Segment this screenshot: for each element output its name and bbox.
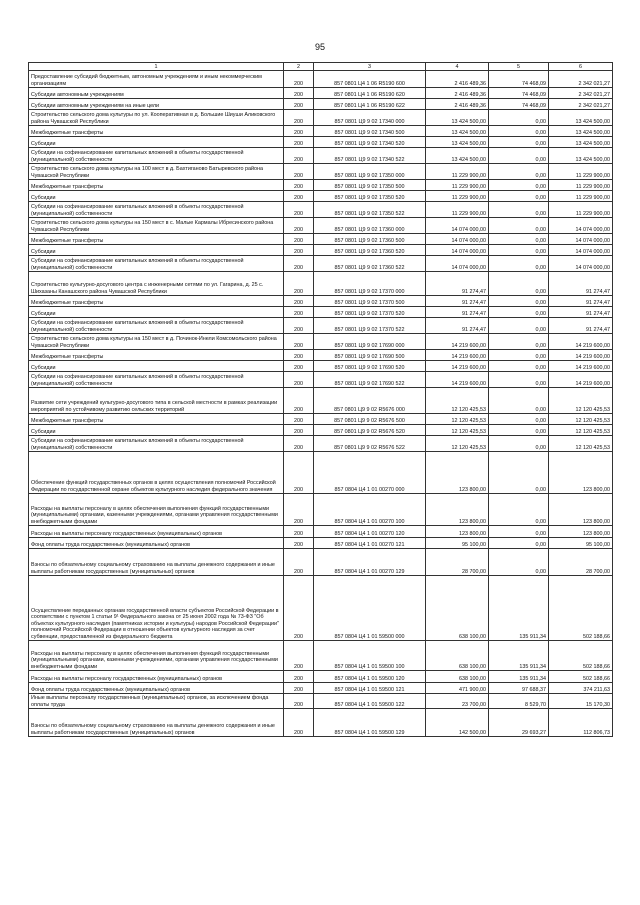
row-amount-executed: 97 688,37 bbox=[489, 683, 549, 694]
row-code-200: 200 bbox=[284, 671, 314, 683]
table-row bbox=[29, 202, 613, 218]
column-header: 1 bbox=[29, 63, 284, 71]
row-amount-executed: 0,00 bbox=[489, 334, 549, 350]
table-row bbox=[29, 99, 613, 110]
row-amount-approved: 13 424 500,00 bbox=[426, 126, 489, 137]
row-amount-executed: 0,00 bbox=[489, 110, 549, 126]
row-budget-code: 857 0801 Ц9 9 02 R5676 500 bbox=[314, 414, 426, 425]
row-code-200: 200 bbox=[284, 350, 314, 361]
table-row bbox=[29, 180, 613, 191]
row-code-200: 200 bbox=[284, 452, 314, 494]
row-budget-code: 857 0801 Ц9 9 02 17340 522 bbox=[314, 148, 426, 164]
row-description: Субсидии на софинансирование капитальных вложений в объекты государственной (муниципальной) собственности bbox=[29, 318, 284, 334]
table-row bbox=[29, 148, 613, 164]
row-amount-remaining: 502 188,66 bbox=[549, 671, 613, 683]
row-budget-code: 857 0801 Ц9 9 02 17690 522 bbox=[314, 372, 426, 388]
row-description: Субсидии bbox=[29, 137, 284, 148]
row-amount-remaining: 112 806,73 bbox=[549, 709, 613, 737]
table-row bbox=[29, 126, 613, 137]
row-amount-executed: 0,00 bbox=[489, 137, 549, 148]
row-amount-remaining: 11 229 900,00 bbox=[549, 202, 613, 218]
row-amount-remaining: 123 800,00 bbox=[549, 494, 613, 526]
row-amount-remaining: 14 074 000,00 bbox=[549, 218, 613, 234]
row-amount-remaining: 28 700,00 bbox=[549, 549, 613, 576]
row-description: Строительство сельского дома культуры на 150 мест в с. Малые Кармалы Ибресинского района Чувашской Республики bbox=[29, 218, 284, 234]
row-budget-code: 857 0804 Ц4 1 01 59500 100 bbox=[314, 641, 426, 671]
row-description: Расходы на выплаты персоналу в целях обеспечения выполнения функций государственными (муниципальными) органами, казенными учреждениями, органами управления государственными внебюджетными фондами bbox=[29, 641, 284, 671]
row-amount-approved: 14 074 000,00 bbox=[426, 234, 489, 245]
row-amount-executed: 8 529,70 bbox=[489, 694, 549, 709]
row-budget-code: 857 0804 Ц4 1 01 00270 129 bbox=[314, 549, 426, 576]
row-amount-approved: 2 416 489,36 bbox=[426, 71, 489, 88]
row-description: Субсидии автономным учреждениям на иные цели bbox=[29, 99, 284, 110]
row-amount-approved: 91 274,47 bbox=[426, 296, 489, 307]
row-description: Расходы на выплаты персоналу государственных (муниципальных) органов bbox=[29, 671, 284, 683]
row-description: Субсидии bbox=[29, 245, 284, 256]
row-amount-approved: 13 424 500,00 bbox=[426, 148, 489, 164]
row-description: Межбюджетные трансферты bbox=[29, 126, 284, 137]
row-code-200: 200 bbox=[284, 307, 314, 318]
row-description: Межбюджетные трансферты bbox=[29, 180, 284, 191]
row-code-200: 200 bbox=[284, 234, 314, 245]
row-amount-remaining: 502 188,66 bbox=[549, 641, 613, 671]
row-amount-remaining: 2 342 021,27 bbox=[549, 88, 613, 99]
row-amount-remaining: 91 274,47 bbox=[549, 307, 613, 318]
row-amount-approved: 28 700,00 bbox=[426, 549, 489, 576]
row-budget-code: 857 0801 Ц9 9 02 17340 520 bbox=[314, 137, 426, 148]
row-code-200: 200 bbox=[284, 137, 314, 148]
table-row bbox=[29, 137, 613, 148]
table-row bbox=[29, 425, 613, 436]
table-row bbox=[29, 318, 613, 334]
row-amount-executed: 0,00 bbox=[489, 372, 549, 388]
row-budget-code: 857 0801 Ц9 9 02 17370 500 bbox=[314, 296, 426, 307]
row-amount-approved: 638 100,00 bbox=[426, 641, 489, 671]
row-amount-executed: 0,00 bbox=[489, 296, 549, 307]
row-amount-executed: 0,00 bbox=[489, 180, 549, 191]
row-amount-executed: 0,00 bbox=[489, 191, 549, 202]
row-budget-code: 857 0801 Ц9 9 02 17370 520 bbox=[314, 307, 426, 318]
row-description: Строительство сельского дома культуры на 150 мест в д. Починок-Инели Комсомольского района Чувашской Республики bbox=[29, 334, 284, 350]
row-budget-code: 857 0804 Ц4 1 01 59500 122 bbox=[314, 694, 426, 709]
row-description: Предоставление субсидий бюджетным, автономным учреждениям и иным некоммерческим организациям bbox=[29, 71, 284, 88]
table-row bbox=[29, 110, 613, 126]
row-amount-remaining: 13 424 500,00 bbox=[549, 110, 613, 126]
header-row bbox=[29, 63, 613, 71]
row-amount-executed: 0,00 bbox=[489, 126, 549, 137]
row-amount-remaining: 15 170,30 bbox=[549, 694, 613, 709]
row-budget-code: 857 0801 Ц9 9 02 17350 522 bbox=[314, 202, 426, 218]
row-amount-remaining: 14 074 000,00 bbox=[549, 245, 613, 256]
table-row bbox=[29, 694, 613, 709]
row-amount-executed: 0,00 bbox=[489, 218, 549, 234]
row-amount-executed: 0,00 bbox=[489, 388, 549, 414]
table-row bbox=[29, 372, 613, 388]
row-code-200: 200 bbox=[284, 88, 314, 99]
row-budget-code: 857 0801 Ц9 9 02 R5676 000 bbox=[314, 388, 426, 414]
row-amount-remaining: 502 188,66 bbox=[549, 576, 613, 641]
row-amount-approved: 12 120 425,53 bbox=[426, 388, 489, 414]
table-row bbox=[29, 683, 613, 694]
row-budget-code: 857 0801 Ц9 9 02 17370 522 bbox=[314, 318, 426, 334]
row-amount-approved: 14 074 000,00 bbox=[426, 218, 489, 234]
table-row bbox=[29, 361, 613, 372]
row-budget-code: 857 0801 Ц9 9 02 17340 500 bbox=[314, 126, 426, 137]
row-amount-approved: 11 229 900,00 bbox=[426, 202, 489, 218]
row-amount-executed: 29 693,27 bbox=[489, 709, 549, 737]
row-description: Субсидии bbox=[29, 361, 284, 372]
row-amount-remaining: 11 229 900,00 bbox=[549, 164, 613, 180]
row-amount-remaining: 123 800,00 bbox=[549, 452, 613, 494]
row-amount-approved: 2 416 489,36 bbox=[426, 88, 489, 99]
row-code-200: 200 bbox=[284, 296, 314, 307]
row-code-200: 200 bbox=[284, 126, 314, 137]
row-amount-approved: 14 219 600,00 bbox=[426, 372, 489, 388]
row-amount-approved: 95 100,00 bbox=[426, 538, 489, 549]
row-budget-code: 857 0801 Ц9 9 02 17360 520 bbox=[314, 245, 426, 256]
column-header: 4 bbox=[426, 63, 489, 71]
row-code-200: 200 bbox=[284, 110, 314, 126]
row-amount-approved: 23 700,00 bbox=[426, 694, 489, 709]
table-row bbox=[29, 452, 613, 494]
row-budget-code: 857 0801 Ц4 1 06 R5190 600 bbox=[314, 71, 426, 88]
table-row bbox=[29, 334, 613, 350]
row-amount-approved: 123 800,00 bbox=[426, 494, 489, 526]
row-amount-approved: 123 800,00 bbox=[426, 452, 489, 494]
row-amount-executed: 135 911,34 bbox=[489, 576, 549, 641]
row-amount-approved: 638 100,00 bbox=[426, 671, 489, 683]
row-budget-code: 857 0801 Ц9 9 02 17350 500 bbox=[314, 180, 426, 191]
row-amount-approved: 91 274,47 bbox=[426, 307, 489, 318]
row-code-200: 200 bbox=[284, 180, 314, 191]
table-row bbox=[29, 549, 613, 576]
row-amount-remaining: 2 342 021,27 bbox=[549, 71, 613, 88]
row-amount-executed: 0,00 bbox=[489, 272, 549, 296]
row-description: Строительство сельского дома культуры на 100 мест в д. Бахтиганово Батыревского района Чувашской Республики bbox=[29, 164, 284, 180]
table-row bbox=[29, 191, 613, 202]
table-row bbox=[29, 494, 613, 526]
row-description: Межбюджетные трансферты bbox=[29, 234, 284, 245]
table-row bbox=[29, 234, 613, 245]
row-budget-code: 857 0801 Ц9 9 02 17350 000 bbox=[314, 164, 426, 180]
row-amount-approved: 11 229 900,00 bbox=[426, 164, 489, 180]
row-budget-code: 857 0801 Ц9 9 02 17690 000 bbox=[314, 334, 426, 350]
column-header: 6 bbox=[549, 63, 613, 71]
row-budget-code: 857 0801 Ц9 9 02 17370 000 bbox=[314, 272, 426, 296]
row-amount-remaining: 14 219 600,00 bbox=[549, 361, 613, 372]
row-amount-executed: 0,00 bbox=[489, 234, 549, 245]
table-row bbox=[29, 526, 613, 538]
row-description: Расходы на выплаты персоналу государственных (муниципальных) органов bbox=[29, 526, 284, 538]
row-amount-remaining: 14 074 000,00 bbox=[549, 234, 613, 245]
row-amount-remaining: 2 342 021,27 bbox=[549, 99, 613, 110]
row-amount-remaining: 13 424 500,00 bbox=[549, 148, 613, 164]
row-code-200: 200 bbox=[284, 361, 314, 372]
row-amount-approved: 142 500,00 bbox=[426, 709, 489, 737]
row-amount-approved: 91 274,47 bbox=[426, 272, 489, 296]
row-amount-remaining: 12 120 425,53 bbox=[549, 425, 613, 436]
row-amount-executed: 0,00 bbox=[489, 202, 549, 218]
row-code-200: 200 bbox=[284, 245, 314, 256]
table-row bbox=[29, 71, 613, 88]
row-description: Развитие сети учреждений культурно-досугового типа в сельской местности в рамках реализации мероприятий по устойчивому развитию сельских территорий bbox=[29, 388, 284, 414]
row-budget-code: 857 0801 Ц9 9 02 R5676 522 bbox=[314, 436, 426, 452]
row-budget-code: 857 0801 Ц9 9 02 17360 522 bbox=[314, 256, 426, 272]
row-amount-remaining: 14 219 600,00 bbox=[549, 334, 613, 350]
row-amount-approved: 123 800,00 bbox=[426, 526, 489, 538]
row-code-200: 200 bbox=[284, 334, 314, 350]
table-row bbox=[29, 307, 613, 318]
table-row bbox=[29, 671, 613, 683]
row-amount-executed: 74 468,09 bbox=[489, 88, 549, 99]
table-row bbox=[29, 296, 613, 307]
row-description: Субсидии на софинансирование капитальных вложений в объекты государственной (муниципальной) собственности bbox=[29, 202, 284, 218]
row-description: Субсидии на софинансирование капитальных вложений в объекты государственной (муниципальной) собственности bbox=[29, 256, 284, 272]
row-code-200: 200 bbox=[284, 683, 314, 694]
table-row bbox=[29, 245, 613, 256]
row-description: Фонд оплаты труда государственных (муниципальных) органов bbox=[29, 683, 284, 694]
table-row bbox=[29, 256, 613, 272]
row-code-200: 200 bbox=[284, 202, 314, 218]
row-budget-code: 857 0801 Ц9 9 02 17690 520 bbox=[314, 361, 426, 372]
row-amount-approved: 471 900,00 bbox=[426, 683, 489, 694]
row-amount-executed: 0,00 bbox=[489, 245, 549, 256]
row-code-200: 200 bbox=[284, 191, 314, 202]
row-amount-executed: 0,00 bbox=[489, 414, 549, 425]
row-code-200: 200 bbox=[284, 549, 314, 576]
row-amount-approved: 14 219 600,00 bbox=[426, 361, 489, 372]
row-description: Строительство сельского дома культуры по ул. Кооперативная в д. Большие Шиуши Аликовского района Чувашской Республики bbox=[29, 110, 284, 126]
row-amount-approved: 14 074 000,00 bbox=[426, 256, 489, 272]
row-amount-approved: 638 100,00 bbox=[426, 576, 489, 641]
row-budget-code: 857 0804 Ц4 1 01 59500 121 bbox=[314, 683, 426, 694]
table-row bbox=[29, 709, 613, 737]
row-amount-executed: 0,00 bbox=[489, 318, 549, 334]
column-header: 5 bbox=[489, 63, 549, 71]
row-amount-executed: 135 911,34 bbox=[489, 641, 549, 671]
row-amount-approved: 2 416 489,36 bbox=[426, 99, 489, 110]
row-description: Фонд оплаты труда государственных (муниципальных) органов bbox=[29, 538, 284, 549]
row-description: Осуществление переданных органам государственной власти субъектов Российской Федерации в соответствии с пунктом 1 статьи 9¹ Федерального закона от 25 июня 2002 года № 73-ФЗ "Об объектах культурного наследия (памятниках истории и культуры) народов Российской Федерации" полномочий Российской Федерации в отношении объектов культурного наследия за счет субвенции, предоставленной из федерального бюджета bbox=[29, 576, 284, 641]
row-amount-remaining: 91 274,47 bbox=[549, 272, 613, 296]
row-budget-code: 857 0801 Ц9 9 02 17350 520 bbox=[314, 191, 426, 202]
row-amount-approved: 14 219 600,00 bbox=[426, 334, 489, 350]
row-description: Взносы по обязательному социальному страхованию на выплаты денежного содержания и иные выплаты работникам государственных (муниципальных) органов bbox=[29, 549, 284, 576]
row-amount-executed: 0,00 bbox=[489, 494, 549, 526]
row-amount-executed: 0,00 bbox=[489, 538, 549, 549]
table-row bbox=[29, 218, 613, 234]
row-amount-approved: 91 274,47 bbox=[426, 318, 489, 334]
row-amount-remaining: 12 120 425,53 bbox=[549, 388, 613, 414]
row-amount-executed: 0,00 bbox=[489, 526, 549, 538]
row-amount-executed: 0,00 bbox=[489, 425, 549, 436]
row-amount-executed: 0,00 bbox=[489, 350, 549, 361]
row-amount-executed: 0,00 bbox=[489, 148, 549, 164]
row-description: Субсидии на софинансирование капитальных вложений в объекты государственной (муниципальной) собственности bbox=[29, 436, 284, 452]
row-amount-executed: 0,00 bbox=[489, 549, 549, 576]
row-code-200: 200 bbox=[284, 576, 314, 641]
row-budget-code: 857 0801 Ц9 9 02 17360 000 bbox=[314, 218, 426, 234]
row-code-200: 200 bbox=[284, 318, 314, 334]
row-amount-remaining: 13 424 500,00 bbox=[549, 137, 613, 148]
row-description: Субсидии bbox=[29, 307, 284, 318]
row-code-200: 200 bbox=[284, 436, 314, 452]
row-amount-approved: 12 120 425,53 bbox=[426, 436, 489, 452]
row-code-200: 200 bbox=[284, 538, 314, 549]
row-amount-approved: 13 424 500,00 bbox=[426, 137, 489, 148]
row-code-200: 200 bbox=[284, 99, 314, 110]
row-amount-executed: 135 911,34 bbox=[489, 671, 549, 683]
row-amount-remaining: 11 229 900,00 bbox=[549, 180, 613, 191]
row-amount-approved: 13 424 500,00 bbox=[426, 110, 489, 126]
row-code-200: 200 bbox=[284, 694, 314, 709]
row-amount-executed: 74 468,09 bbox=[489, 71, 549, 88]
table-row bbox=[29, 388, 613, 414]
row-amount-remaining: 91 274,47 bbox=[549, 296, 613, 307]
row-amount-remaining: 91 274,47 bbox=[549, 318, 613, 334]
row-amount-remaining: 374 211,63 bbox=[549, 683, 613, 694]
row-budget-code: 857 0804 Ц4 1 01 59500 120 bbox=[314, 671, 426, 683]
row-budget-code: 857 0804 Ц4 1 01 00270 100 bbox=[314, 494, 426, 526]
row-budget-code: 857 0801 Ц4 1 06 R5190 622 bbox=[314, 99, 426, 110]
table-row bbox=[29, 272, 613, 296]
row-amount-executed: 74 468,09 bbox=[489, 99, 549, 110]
row-amount-remaining: 95 100,00 bbox=[549, 538, 613, 549]
row-amount-approved: 14 074 000,00 bbox=[426, 245, 489, 256]
row-amount-approved: 14 219 600,00 bbox=[426, 350, 489, 361]
row-description: Межбюджетные трансферты bbox=[29, 296, 284, 307]
row-description: Иные выплаты персоналу государственных (муниципальных) органов, за исключением фонда оплаты труда bbox=[29, 694, 284, 709]
row-amount-approved: 11 229 900,00 bbox=[426, 180, 489, 191]
row-budget-code: 857 0804 Ц4 1 01 00270 121 bbox=[314, 538, 426, 549]
row-description: Межбюджетные трансферты bbox=[29, 350, 284, 361]
row-budget-code: 857 0804 Ц4 1 01 00270 000 bbox=[314, 452, 426, 494]
row-description: Межбюджетные трансферты bbox=[29, 414, 284, 425]
row-budget-code: 857 0804 Ц4 1 01 59500 000 bbox=[314, 576, 426, 641]
row-amount-executed: 0,00 bbox=[489, 307, 549, 318]
table-row bbox=[29, 641, 613, 671]
row-amount-executed: 0,00 bbox=[489, 256, 549, 272]
column-header: 2 bbox=[284, 63, 314, 71]
row-code-200: 200 bbox=[284, 164, 314, 180]
table-row bbox=[29, 576, 613, 641]
row-code-200: 200 bbox=[284, 372, 314, 388]
row-code-200: 200 bbox=[284, 641, 314, 671]
row-description: Субсидии bbox=[29, 425, 284, 436]
row-budget-code: 857 0801 Ц9 9 02 17340 000 bbox=[314, 110, 426, 126]
row-code-200: 200 bbox=[284, 494, 314, 526]
row-amount-remaining: 13 424 500,00 bbox=[549, 126, 613, 137]
row-amount-approved: 12 120 425,53 bbox=[426, 425, 489, 436]
row-description: Субсидии автономным учреждениям bbox=[29, 88, 284, 99]
row-description: Субсидии на софинансирование капитальных вложений в объекты государственной (муниципальной) собственности bbox=[29, 148, 284, 164]
row-budget-code: 857 0801 Ц9 9 02 17690 500 bbox=[314, 350, 426, 361]
row-budget-code: 857 0801 Ц4 1 06 R5190 620 bbox=[314, 88, 426, 99]
row-amount-executed: 0,00 bbox=[489, 436, 549, 452]
row-code-200: 200 bbox=[284, 218, 314, 234]
table-row bbox=[29, 88, 613, 99]
row-amount-approved: 12 120 425,53 bbox=[426, 414, 489, 425]
row-code-200: 200 bbox=[284, 71, 314, 88]
row-amount-remaining: 12 120 425,53 bbox=[549, 436, 613, 452]
table-row bbox=[29, 436, 613, 452]
row-amount-executed: 0,00 bbox=[489, 361, 549, 372]
row-code-200: 200 bbox=[284, 709, 314, 737]
row-amount-remaining: 14 074 000,00 bbox=[549, 256, 613, 272]
table-row bbox=[29, 350, 613, 361]
row-description: Взносы по обязательному социальному страхованию на выплаты денежного содержания и иные выплаты работникам государственных (муниципальных) органов bbox=[29, 709, 284, 737]
row-code-200: 200 bbox=[284, 526, 314, 538]
row-amount-executed: 0,00 bbox=[489, 452, 549, 494]
row-code-200: 200 bbox=[284, 272, 314, 296]
row-description: Обеспечение функций государственных органов в целях осуществления полномочий Российской Федерации по государственной охране объектов культурного наследия федерального значения bbox=[29, 452, 284, 494]
row-amount-approved: 11 229 900,00 bbox=[426, 191, 489, 202]
table-row bbox=[29, 414, 613, 425]
row-amount-remaining: 14 219 600,00 bbox=[549, 372, 613, 388]
row-code-200: 200 bbox=[284, 425, 314, 436]
row-budget-code: 857 0804 Ц4 1 01 59500 129 bbox=[314, 709, 426, 737]
row-budget-code: 857 0801 Ц9 9 02 R5676 520 bbox=[314, 425, 426, 436]
row-description: Субсидии bbox=[29, 191, 284, 202]
row-code-200: 200 bbox=[284, 414, 314, 425]
row-code-200: 200 bbox=[284, 256, 314, 272]
row-budget-code: 857 0801 Ц9 9 02 17360 500 bbox=[314, 234, 426, 245]
row-code-200: 200 bbox=[284, 148, 314, 164]
row-amount-executed: 0,00 bbox=[489, 164, 549, 180]
row-description: Расходы на выплаты персоналу в целях обеспечения выполнения функций государственными (муниципальными) органами, казенными учреждениями, органами управления государственными внебюджетными фондами bbox=[29, 494, 284, 526]
row-amount-remaining: 11 229 900,00 bbox=[549, 191, 613, 202]
row-description: Строительство культурно-досугового центра с инженерными сетями по ул. Гагарина, д. 25 с. Шихазаны Канашского района Чувашской Республики bbox=[29, 272, 284, 296]
row-description: Субсидии на софинансирование капитальных вложений в объекты государственной (муниципальной) собственности bbox=[29, 372, 284, 388]
row-amount-remaining: 12 120 425,53 bbox=[549, 414, 613, 425]
table-row bbox=[29, 164, 613, 180]
row-budget-code: 857 0804 Ц4 1 01 00270 120 bbox=[314, 526, 426, 538]
page-number: 95 bbox=[314, 42, 325, 52]
budget-table bbox=[28, 62, 613, 737]
row-amount-remaining: 123 800,00 bbox=[549, 526, 613, 538]
column-header: 3 bbox=[314, 63, 426, 71]
table-row bbox=[29, 538, 613, 549]
row-code-200: 200 bbox=[284, 388, 314, 414]
row-amount-remaining: 14 219 600,00 bbox=[549, 350, 613, 361]
